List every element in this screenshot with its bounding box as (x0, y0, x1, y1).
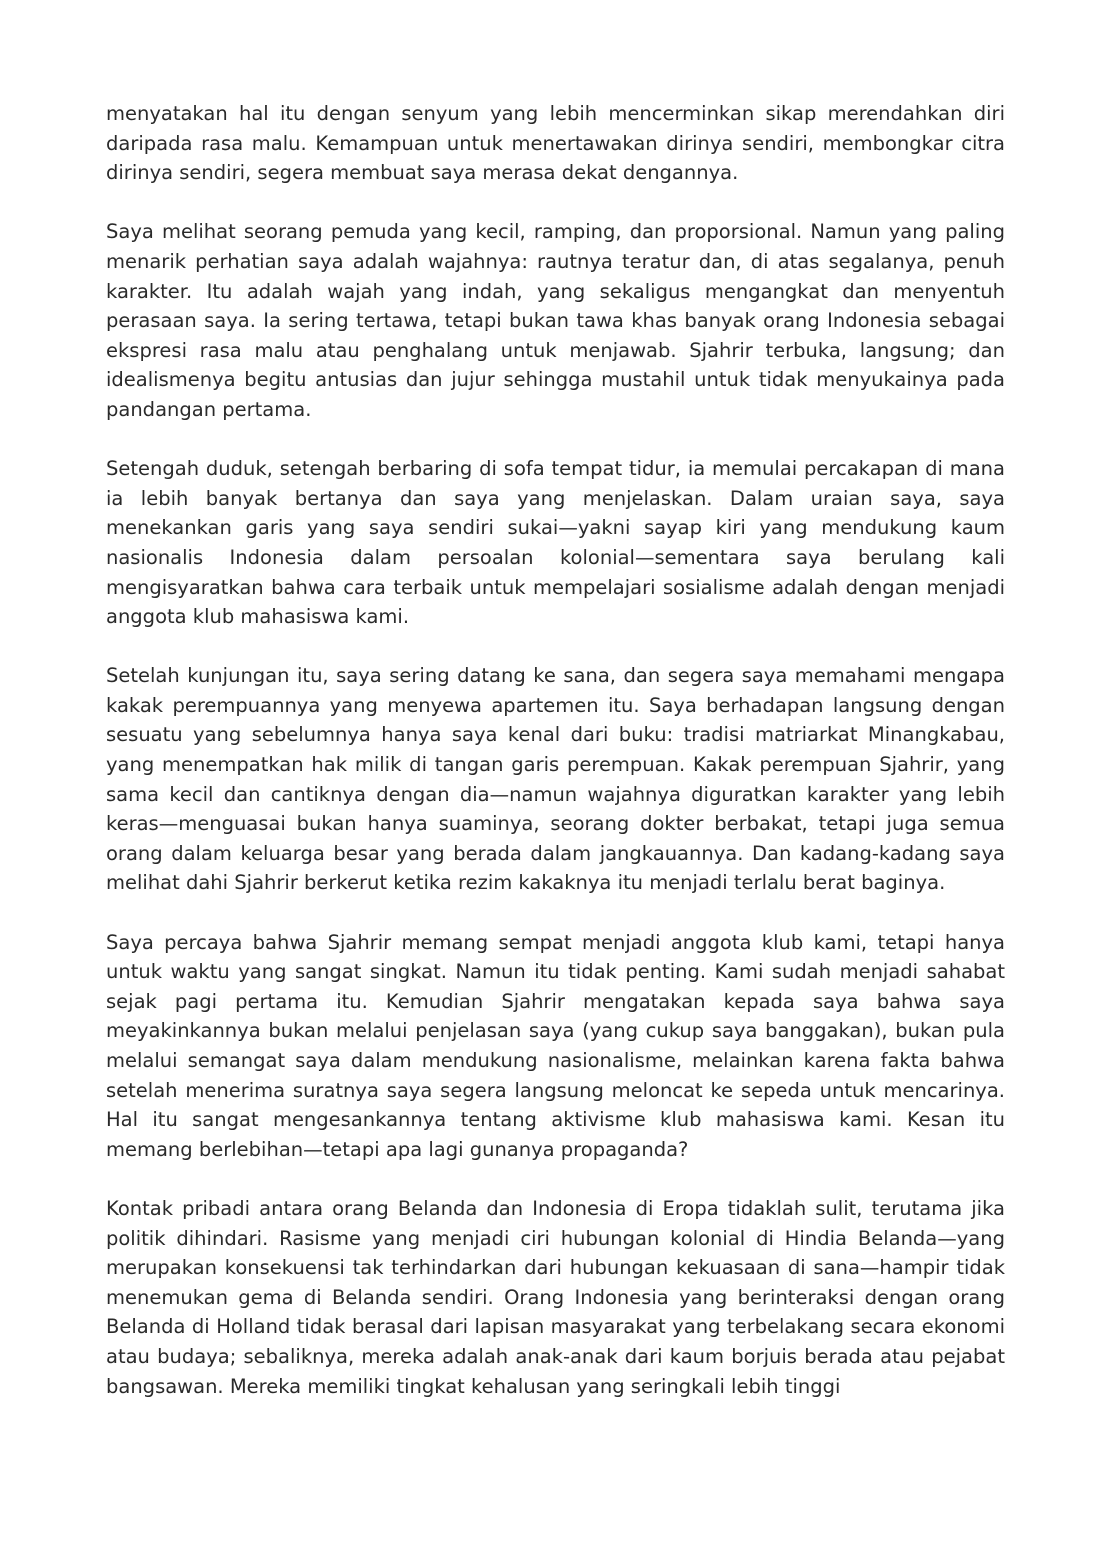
paragraph-3: Setengah duduk, setengah berbaring di sofa tempat tidur, ia memulai percakapan di mana ia lebih banyak bertanya dan saya yang menjelaskan. Dalam uraian saya, saya menekankan garis yang saya sendiri sukai—yakni sayap kiri yang mendukung kaum nasionalis Indonesia dalam persoalan kolonial—sementara saya berulang kali mengisyaratkan bahwa cara terbaik untuk mempelajari sosialisme adalah dengan menjadi anggota klub mahasiswa kami. (106, 457, 1005, 629)
paragraph-6: Kontak pribadi antara orang Belanda dan Indonesia di Eropa tidaklah sulit, terutama jika politik dihindari. Rasisme yang menjadi ciri hubungan kolonial di Hindia Belanda—yang merupakan konsekuensi tak terhindarkan dari hubungan kekuasaan di sana—hampir tidak menemukan gema di Belanda sendiri. Orang Indonesia yang berinteraksi dengan orang Belanda di Holland tidak berasal dari lapisan masyarakat yang terbelakang secara ekonomi atau budaya; sebaliknya, mereka adalah anak-anak dari kaum borjuis berada atau pejabat bangsawan. Mereka memiliki tingkat kehalusan yang seringkali lebih tinggi (106, 1196, 1005, 1398)
body-text (106, 99, 1005, 1401)
paragraph-1: menyatakan hal itu dengan senyum yang lebih mencerminkan sikap merendahkan diri daripada rasa malu. Kemampuan untuk menertawakan dirinya sendiri, membongkar citra dirinya sendiri, segera membuat saya merasa dekat dengannya. (106, 102, 1005, 185)
paragraph-2: Saya melihat seorang pemuda yang kecil, ramping, dan proporsional. Namun yang paling menarik perhatian saya adalah wajahnya: rautnya teratur dan, di atas segalanya, penuh karakter. Itu adalah wajah yang indah, yang sekaligus mengangkat dan menyentuh perasaan saya. Ia sering tertawa, tetapi bukan tawa khas banyak orang Indonesia sebagai ekspresi rasa malu atau penghalang untuk menjawab. Sjahrir terbuka, langsung; dan idealismenya begitu antusias dan jujur sehingga mustahil untuk tidak menyukainya pada pandangan pertama. (106, 220, 1005, 421)
paragraph-4: Setelah kunjungan itu, saya sering datang ke sana, dan segera saya memahami mengapa kakak perempuannya yang menyewa apartemen itu. Saya berhadapan langsung dengan sesuatu yang sebelumnya hanya saya kenal dari buku: tradisi matriarkat Minangkabau, yang menempatkan hak milik di tangan garis perempuan. Kakak perempuan Sjahrir, yang sama kecil dan cantiknya dengan dia—namun wajahnya diguratkan karakter yang lebih keras—menguasai bukan hanya suaminya, seorang dokter berbakat, tetapi juga semua orang dalam keluarga besar yang berada dalam jangkauannya. Dan kadang-kadang saya melihat dahi Sjahrir berkerut ketika rezim kakaknya itu menjadi terlalu berat baginya. (106, 664, 1005, 895)
paragraph-5: Saya percaya bahwa Sjahrir memang sempat menjadi anggota klub kami, tetapi hanya untuk waktu yang sangat singkat. Namun itu tidak penting. Kami sudah menjadi sahabat sejak pagi pertama itu. Kemudian Sjahrir mengatakan kepada saya bahwa saya meyakinkannya bukan melalui penjelasan saya (yang cukup saya banggakan), bukan pula melalui semangat saya dalam mendukung nasionalisme, melainkan karena fakta bahwa setelah menerima suratnya saya segera langsung meloncat ke sepeda untuk mencarinya. Hal itu sangat mengesankannya tentang aktivisme klub mahasiswa kami. Kesan itu memang berlebihan—tetapi apa lagi gunanya propaganda? (106, 930, 1005, 1161)
